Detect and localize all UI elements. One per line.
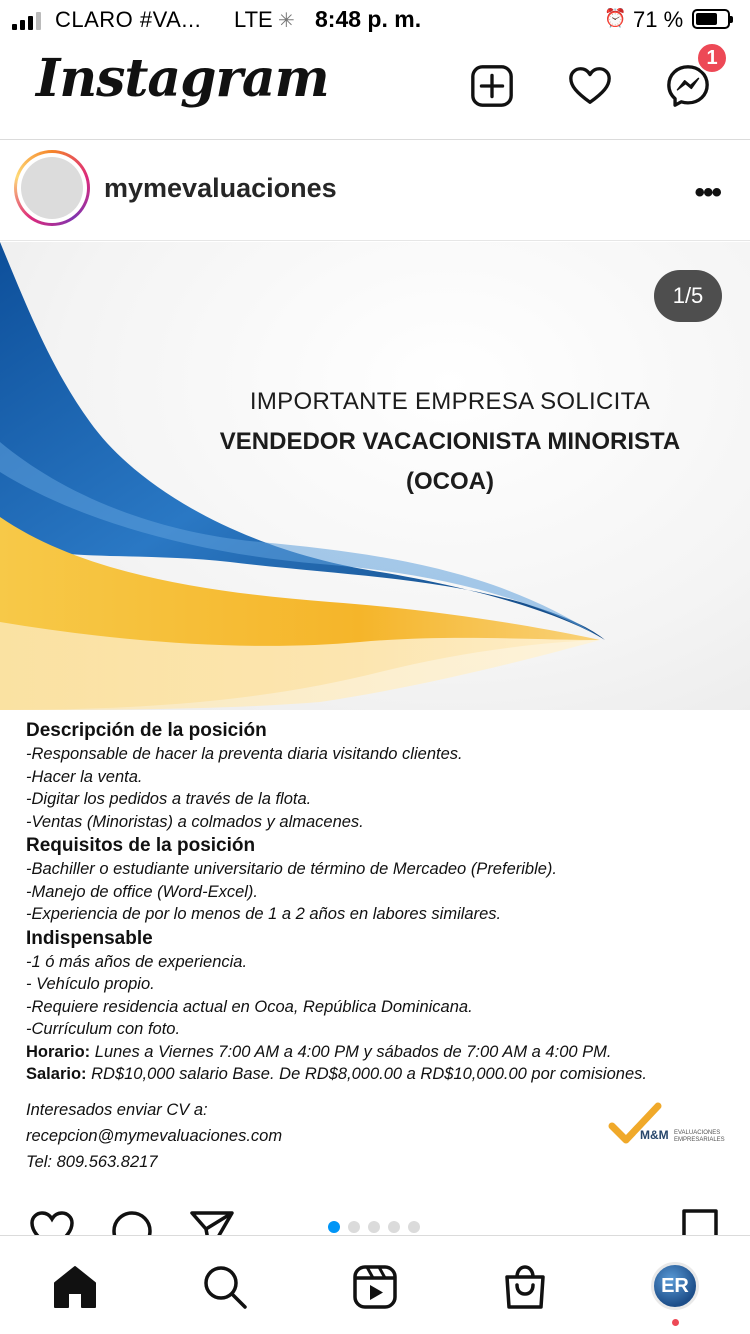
list-item: -Digitar los pedidos a través de la flota. [26,790,312,808]
list-item: -1 ó más años de experiencia. [26,952,248,971]
post-actions [0,1187,750,1235]
reels-icon [351,1263,399,1311]
list-item: -Hacer la venta. [26,767,143,786]
banner-headline [150,388,750,496]
job-description [26,718,726,1086]
clock: 8:48 p. m. [315,6,422,32]
app-header [0,42,750,140]
comment-button[interactable] [108,1207,156,1235]
mm-subtitle: EVALUACIONES EMPRESARIALES [674,1130,725,1143]
notification-dot [672,1319,679,1326]
list-item: -Ventas (Minoristas) a colmados y almacenes. [26,812,364,831]
search-icon [201,1263,249,1311]
carousel-dot [368,1221,380,1233]
new-post-button[interactable] [468,62,516,110]
heart-icon [567,63,613,109]
more-options-button[interactable]: ••• [694,176,720,209]
activity-button[interactable] [566,62,614,110]
carousel-dots [328,1221,420,1233]
banner-line-2: VENDEDOR VACACIONISTA MINORISTA [219,428,681,455]
network-label: LTE [234,7,273,32]
contact-intro: Interesados enviar CV a: [26,1101,208,1119]
signal-icon [12,10,41,30]
section-title-descripcion: Descripción de la posición [26,720,267,741]
list-item: -Manejo de office (Word-Excel). [26,882,258,901]
job-banner [0,242,750,710]
home-icon [51,1263,99,1311]
status-bar [0,0,750,42]
carousel-dot [348,1221,360,1233]
carousel-dot [328,1221,340,1233]
save-button[interactable] [676,1207,724,1235]
horario-value: Lunes a Viernes 7:00 AM a 4:00 PM y sábados de 7:00 AM a 4:00 PM. [94,1042,612,1061]
nav-home[interactable] [50,1262,100,1312]
horario-line [26,1041,726,1064]
like-button[interactable] [28,1207,76,1235]
shopping-bag-icon [501,1263,549,1311]
post-header [0,140,750,241]
mm-brand: M&M [640,1128,669,1142]
horario-label: Horario: [26,1042,91,1061]
salario-label: Salario: [26,1065,87,1083]
salario-value: RD$10,000 salario Base. De RD$8,000.00 a RD$10,000.00 por comisiones. [91,1065,647,1083]
contact-phone: Tel: 809.563.8217 [26,1153,158,1171]
alarm-icon: ⏰ [604,8,627,28]
instagram-logo: Instagram [36,48,329,109]
contact-info [26,1097,282,1175]
avatar [21,157,83,219]
section-title-requisitos: Requisitos de la posición [26,835,256,856]
list-item: -Requiere residencia actual en Ocoa, República Dominicana. [26,997,473,1016]
list-item: -Bachiller o estudiante universitario de término de Mercadeo (Preferible). [26,860,558,878]
salario-line [26,1063,726,1086]
nav-search[interactable] [200,1262,250,1312]
bookmark-icon [676,1207,724,1235]
bottom-nav [0,1235,750,1334]
nav-profile-avatar[interactable]: ER [651,1262,699,1310]
banner-line-3: (OCOA) [406,468,494,495]
list-item: -Currículum con foto. [26,1020,181,1038]
battery-percent: 71 % [633,7,684,32]
contact-email: recepcion@mymevaluaciones.com [26,1127,283,1145]
carousel-dot [408,1221,420,1233]
messages-badge: 1 [696,42,728,74]
loading-spinner-icon: ✳ [278,10,295,32]
section-title-indispensable: Indispensable [26,927,153,949]
post-username[interactable]: mymevaluaciones [104,173,337,203]
mm-evaluaciones-logo [608,1102,723,1148]
carousel-dot [388,1221,400,1233]
plus-square-icon [469,63,515,109]
share-button[interactable] [188,1207,236,1235]
paper-plane-icon [188,1207,236,1235]
nav-reels[interactable] [350,1262,400,1312]
comment-icon [108,1207,156,1235]
heart-icon [28,1207,76,1235]
post-image[interactable] [0,242,750,1187]
story-avatar[interactable] [14,150,90,226]
list-item: - Vehículo propio. [26,975,155,993]
carousel-counter: 1/5 [654,270,722,322]
battery-icon [692,9,730,29]
banner-line-1: IMPORTANTE EMPRESA SOLICITA [249,388,651,415]
nav-shop[interactable] [500,1262,550,1312]
list-item: -Experiencia de por lo menos de 1 a 2 años en labores similares. [26,905,502,923]
carrier-label: CLARO #VA... [55,7,202,32]
messenger-button[interactable] [664,46,718,110]
list-item: -Responsable de hacer la preventa diaria visitando clientes. [26,745,463,763]
